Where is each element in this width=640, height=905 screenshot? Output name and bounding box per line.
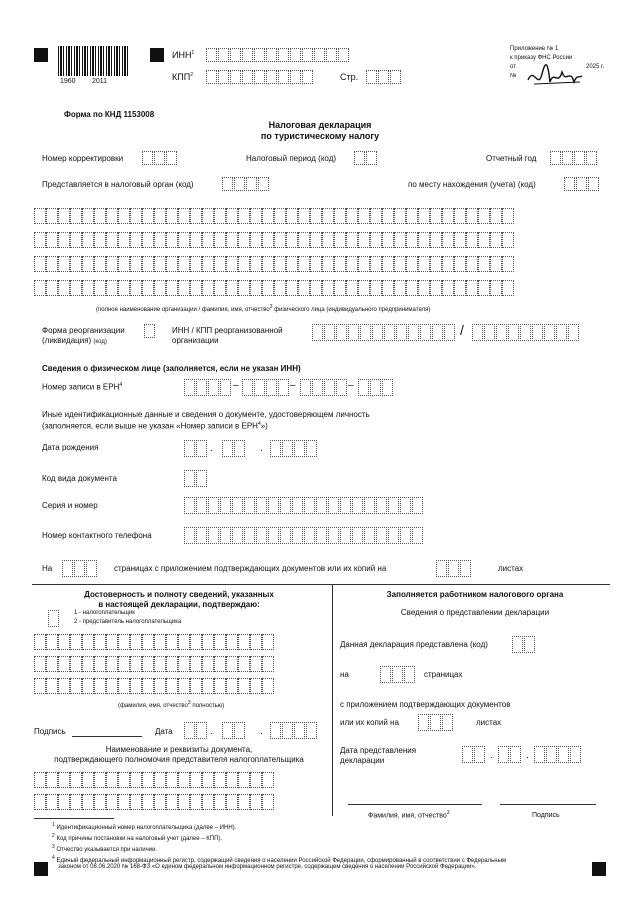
- officer-sign-line[interactable]: [500, 804, 596, 805]
- right-sheets-cells[interactable]: [418, 714, 454, 731]
- reorg-kpp-cells[interactable]: [472, 324, 580, 341]
- sheets-label: листах: [498, 564, 524, 573]
- barcode-number-left: 1960: [60, 78, 76, 85]
- date-presented-label-1: Дата представления: [340, 746, 417, 755]
- reorg-inn-label: ИНН / КПП реорганизованной: [172, 326, 283, 335]
- signer-name-row-3[interactable]: [34, 678, 274, 694]
- signer-type-cell[interactable]: [48, 610, 60, 627]
- location-label: по месту нахождения (учета) (код): [408, 180, 536, 189]
- barcode: [58, 46, 130, 76]
- form-title: Налоговая декларация: [268, 120, 372, 130]
- date-presented-day[interactable]: [462, 746, 486, 763]
- reorg-inn-label-2: организации: [172, 336, 219, 345]
- inn-cells[interactable]: [206, 48, 350, 62]
- signer-name-row-2[interactable]: [34, 656, 274, 672]
- birth-month-cells[interactable]: [222, 440, 246, 457]
- phone-cells[interactable]: [184, 527, 424, 544]
- ern-dash-3: –: [348, 380, 354, 391]
- on-label: На: [42, 564, 53, 573]
- date-presented-dot-1: .: [490, 750, 493, 761]
- sign-line[interactable]: [72, 736, 142, 737]
- date-presented-year[interactable]: [534, 746, 582, 763]
- year-cells[interactable]: [550, 151, 598, 165]
- or-copies-label: или их копий на: [340, 718, 399, 727]
- sign-label: Подпись: [34, 727, 66, 736]
- sign-dot-1: .: [210, 726, 213, 737]
- ern-cells-4[interactable]: [358, 379, 394, 396]
- date-presented-label-2: декларации: [340, 756, 385, 765]
- knd-label: Форма по КНД 1153008: [64, 110, 155, 119]
- other-data-line1: Иные идентификационные данные и сведения о документе, удостоверяющем личность: [42, 410, 370, 419]
- corner-marker-bottom-right: [592, 862, 606, 876]
- other-data-line2: (заполняется, если выше не указан «Номер записи в ЕРН$^4$»): [42, 421, 268, 431]
- ern-label: Номер записи в ЕРН$^4$: [42, 382, 123, 392]
- series-label: Серия и номер: [42, 501, 98, 510]
- series-cells[interactable]: [184, 497, 424, 514]
- sheets-count-cells[interactable]: [436, 560, 472, 577]
- date-presented-month[interactable]: [498, 746, 522, 763]
- doc-row-2[interactable]: [34, 794, 274, 810]
- ern-dash-2: –: [290, 380, 296, 391]
- ern-dash-1: –: [233, 380, 239, 391]
- footnote-2: $^2$ Код причины постановки на налоговый учет (далее – КПП).: [52, 833, 223, 842]
- ern-cells-1[interactable]: [184, 379, 232, 396]
- page-cells[interactable]: [366, 70, 402, 84]
- signer-name-caption: (фамилия, имя, отчество$^3$ полностью): [118, 700, 225, 709]
- date-label: Дата: [155, 727, 173, 736]
- inn-kpp-slash: /: [460, 322, 464, 338]
- footnote-4: $^4$ Единый федеральный информационный регистр, содержащий сведения о населении Российской Федерации, сформированный в соответствии с Федеральным: [52, 855, 507, 864]
- corner-marker-top-mid: [150, 48, 164, 62]
- org-name-row-1[interactable]: [34, 208, 514, 224]
- org-name-row-4[interactable]: [34, 280, 514, 296]
- right-sheets-label: листах: [476, 718, 502, 727]
- pages-text: страницах с приложением подтверждающих документов или их копий на: [114, 564, 387, 573]
- reorg-label-2: (ликвидация) (код): [42, 336, 107, 345]
- footnote-3: $^3$ Отчество указывается при наличии.: [52, 844, 158, 853]
- org-name-row-3[interactable]: [34, 256, 514, 272]
- period-label: Налоговый период (код): [246, 154, 337, 163]
- right-pages-cells[interactable]: [380, 666, 416, 683]
- birth-label: Дата рождения: [42, 443, 99, 452]
- doc-heading-2: подтверждающего полномочия представителя налогоплательщика: [54, 755, 304, 764]
- footnote-rule: [34, 818, 114, 819]
- doc-heading-1: Наименование и реквизиты документа,: [105, 745, 253, 754]
- birth-dot-2: .: [260, 443, 263, 454]
- correction-cells[interactable]: [142, 151, 178, 165]
- physical-heading: Сведения о физическом лице (заполняется, если не указан ИНН): [42, 364, 301, 373]
- correction-label: Номер корректировки: [42, 154, 124, 163]
- presentation-subheading: Сведения о представлении декларации: [400, 608, 550, 617]
- form-subtitle: по туристическому налогу: [260, 131, 380, 141]
- tax-officer-heading: Заполняется работником налогового органа: [386, 590, 564, 599]
- reorg-inn-cells[interactable]: [312, 324, 456, 341]
- sign-year-cells[interactable]: [270, 722, 318, 739]
- authority-label: Представляется в налоговый орган (код): [42, 180, 194, 189]
- officer-fio-label: Фамилия, имя, отчество$^3$: [368, 810, 450, 820]
- birth-dot-1: .: [210, 443, 213, 454]
- right-on-label: на: [340, 670, 349, 679]
- section-divider: [32, 584, 610, 585]
- officer-sign-label: Подпись: [532, 812, 560, 819]
- appendix-line3-prefix: от: [510, 64, 516, 70]
- phone-label: Номер контактного телефона: [42, 531, 152, 540]
- sign-month-cells[interactable]: [222, 722, 246, 739]
- reorg-cell[interactable]: [144, 324, 156, 338]
- officer-name-line[interactable]: [348, 804, 482, 805]
- location-cells[interactable]: [564, 177, 600, 191]
- appendix-line1: Приложение № 1: [510, 46, 559, 52]
- vertical-divider: [332, 584, 333, 816]
- birth-day-cells[interactable]: [184, 440, 208, 457]
- appendix-line3-suffix: 2025 г.: [586, 64, 605, 70]
- right-pages-label: страницах: [424, 670, 463, 679]
- confirm-heading-1: Достоверность и полноту сведений, указанных: [84, 590, 274, 599]
- presented-label: Данная декларация представлена (код): [340, 640, 488, 649]
- option-taxpayer: 1 - налогоплательщик: [74, 610, 135, 616]
- reorg-label: Форма реорганизации: [42, 326, 125, 335]
- sign-day-cells[interactable]: [184, 722, 208, 739]
- pages-count-cells[interactable]: [62, 560, 98, 577]
- period-cells[interactable]: [354, 151, 378, 165]
- handwritten-signature: [524, 60, 584, 94]
- barcode-number-right: 2011: [92, 78, 108, 85]
- org-name-row-2[interactable]: [34, 232, 514, 248]
- inn-label: ИНН$^1$: [172, 50, 195, 60]
- kpp-label: КПП$^2$: [172, 72, 193, 82]
- footnote-1: $^1$ Идентификационный номер налогоплательщика (далее – ИНН).: [52, 822, 237, 831]
- date-presented-dot-2: .: [526, 750, 529, 761]
- corner-marker-top-left: [34, 48, 48, 62]
- ern-cells-2[interactable]: [242, 379, 290, 396]
- doc-row-1[interactable]: [34, 772, 274, 788]
- kpp-cells[interactable]: [206, 70, 314, 84]
- sign-dot-2: .: [260, 726, 263, 737]
- with-docs-label: с приложением подтверждающих документов: [340, 700, 511, 709]
- page-label: Стр.: [340, 72, 359, 82]
- birth-year-cells[interactable]: [270, 440, 318, 457]
- org-name-caption: (полное наименование организации / фамилия, имя, отчество$^3$ физического лица (индивидуального предпринимателя): [96, 304, 431, 313]
- appendix-line4-prefix: №: [510, 73, 517, 79]
- authority-cells[interactable]: [222, 177, 270, 191]
- signer-name-row-1[interactable]: [34, 634, 274, 650]
- corner-marker-bottom-left: [34, 862, 48, 876]
- ern-cells-3[interactable]: [300, 379, 348, 396]
- option-representative: 2 - представитель налогоплательщика: [74, 619, 182, 625]
- year-label: Отчетный год: [486, 154, 537, 163]
- doc-code-label: Код вида документа: [42, 474, 117, 483]
- footnote-4-cont: законом от 08.06.2020 № 168-ФЗ «О едином федеральном информационном регистре, содержащем сведения о населении Российской Федерации».: [58, 864, 477, 870]
- doc-code-cells[interactable]: [184, 470, 208, 487]
- presented-code-cells[interactable]: [512, 636, 536, 653]
- appendix-line2: к приказу ФНС России: [510, 55, 573, 61]
- confirm-heading-2: в настоящей декларации, подтверждаю:: [98, 600, 260, 609]
